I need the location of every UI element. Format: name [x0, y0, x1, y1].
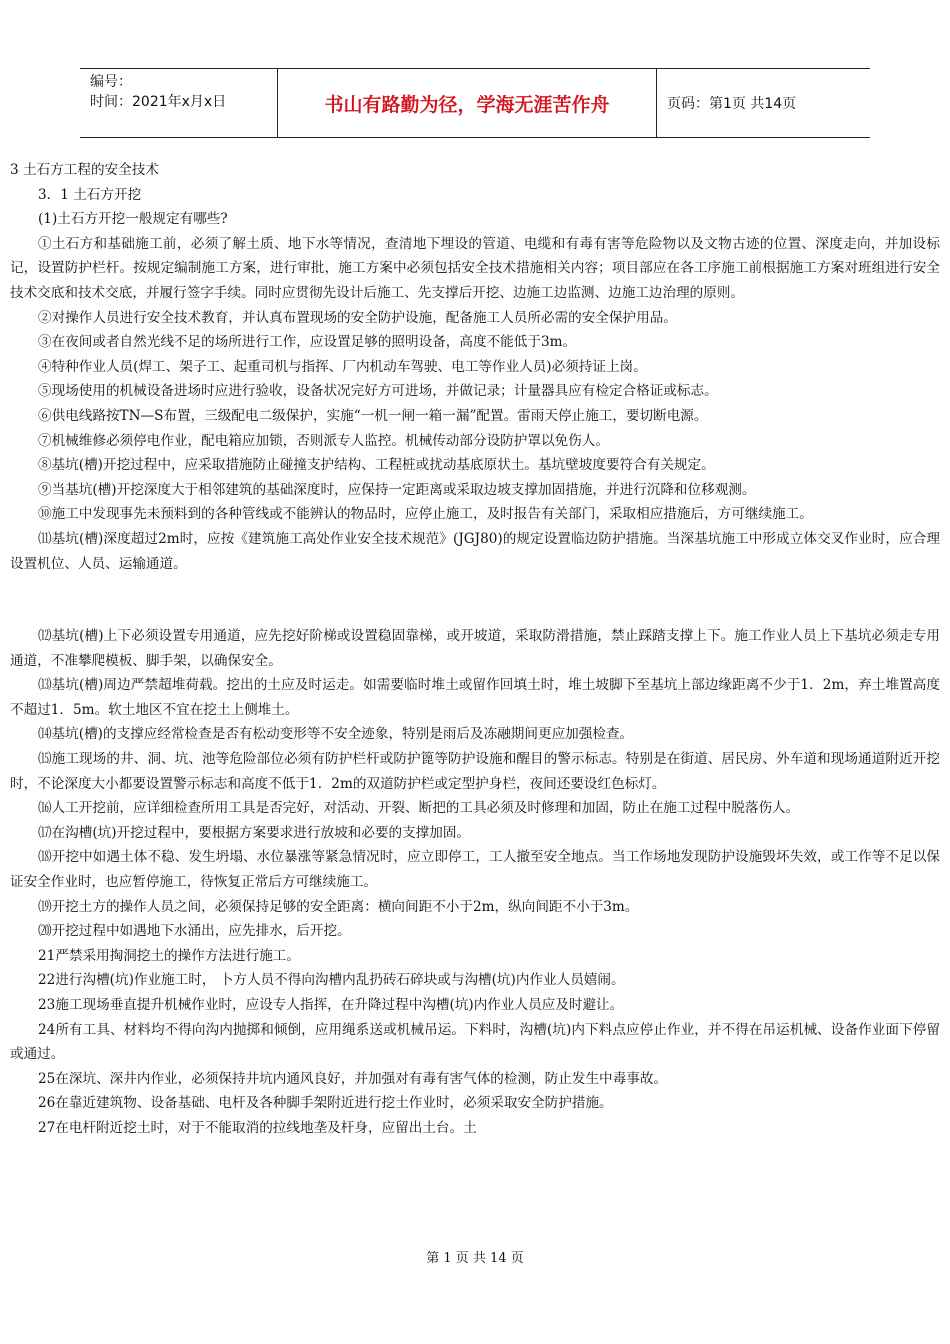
rule-paragraph: ⒆开挖土方的操作人员之间，必须保持足够的安全距离：横向间距不小于2m，纵向间距不小于3m。	[38, 898, 639, 915]
question-heading: (1)土石方开挖一般规定有哪些?	[38, 211, 228, 228]
rule-paragraph: ⒃人工开挖前，应详细检查所用工具是否完好，对活动、开裂、断把的工具必须及时修理和加固，防止在施工过程中脱落伤人。	[38, 800, 800, 817]
rule-paragraph: 26在靠近建筑物、设备基础、电杆及各种脚手架附近进行挖土作业时，必须采取安全防护措施。	[38, 1095, 613, 1112]
rule-paragraph: ⑾基坑(槽)深度超过2m时，应按《建筑施工高处作业安全技术规范》(JGJ80)的规定设置临边防护措施。当深基坑施工中形成立体交叉作业时，应合理设置机位、人员、运输通道。	[10, 530, 940, 572]
document-number-label: 编号：	[90, 74, 132, 90]
rule-paragraph: ③在夜间或者自然光线不足的场所进行工作，应设置足够的照明设备，高度不能低于3m。	[38, 334, 577, 351]
document-date-label: 时间：2021年x月x日	[90, 94, 227, 110]
chapter-title: 3 土石方工程的安全技术	[10, 162, 159, 178]
rule-paragraph: ⑦机械维修必须停电作业，配电箱应加锁，否则派专人监控。机械传动部分设防护罩以免伤人。	[38, 432, 609, 449]
rule-paragraph: ⑧基坑(槽)开挖过程中，应采取措施防止碰撞支护结构、工程桩或扰动基底原状土。基坑壁坡度要符合有关规定。	[38, 457, 715, 474]
rule-paragraph: 22进行沟槽(坑)作业施工时， 卜方人员不得向沟槽内乱扔砖石碎块或与沟槽(坑)内作业人员嬉闹。	[38, 972, 625, 989]
document-body	[10, 158, 940, 1141]
rule-paragraph: ④特种作业人员(焊工、架子工、起重司机与指挥、厂内机动车驾驶、电工等作业人员)必须持证上岗。	[38, 358, 647, 375]
rule-paragraph: 25在深坑、深井内作业，必须保持井坑内通风良好，并加强对有毒有害气体的检测，防止发生中毒事故。	[38, 1070, 668, 1087]
rule-paragraph: ⑩施工中发现事先未预料到的各种管线或不能辨认的物品时，应停止施工，及时报告有关部门，采取相应措施后，方可继续施工。	[38, 506, 813, 523]
rule-paragraph: ⑿基坑(槽)上下必须设置专用通道，应先挖好阶梯或设置稳固靠梯，或开坡道，采取防滑措施，禁止踩踏支撑上下。施工作业人员上下基坑必须走专用通道，不准攀爬模板、脚手架，以确保安全。	[10, 628, 940, 669]
header-page-label: 页码：第1页 共14页	[667, 96, 797, 112]
page-gap	[10, 576, 940, 624]
rules-list-part-1	[10, 232, 940, 576]
rule-paragraph: ⑥供电线路按TN—S布置，三级配电二级保护，实施“一机一闸一箱一漏”配置。雷雨天停止施工，要切断电源。	[38, 407, 708, 424]
rule-paragraph: 27在电杆附近挖土时，对于不能取消的拉线地垄及杆身，应留出土台。土	[38, 1119, 477, 1136]
header-motto: 书山有路勤为径，学海无涯苦作舟	[278, 69, 657, 137]
rule-paragraph: ⒅开挖中如遇土体不稳、发生坍塌、水位暴涨等紧急情况时，应立即停工，工人撤至安全地点。当工作场地发现防护设施毁坏失效，或工作等不足以保证安全作业时，也应暂停施工，待恢复正常后方可继续施工。	[10, 849, 940, 891]
rule-paragraph: ⑨当基坑(槽)开挖深度大于相邻建筑的基础深度时，应保持一定距离或采取边坡支撑加固措施，并进行沉降和位移观测。	[38, 481, 756, 498]
rule-paragraph: 23施工现场垂直提升机械作业时，应设专人指挥，在升降过程中沟槽(坑)内作业人员应及时避让。	[38, 997, 624, 1013]
rule-paragraph: 24所有工具、材料均不得向沟内抛掷和倾倒，应用绳系送或机械吊运。下料时，沟槽(坑)内下料点应停止作业，并不得在吊运机械、设备作业面下停留或通过。	[10, 1021, 940, 1063]
header-meta	[80, 69, 278, 137]
rule-paragraph: ②对操作人员进行安全技术教育，并认真布置现场的安全防护设施，配备施工人员所必需的安全保护用品。	[38, 309, 677, 326]
page-header	[80, 68, 870, 138]
rule-paragraph: ⒂施工现场的井、洞、坑、池等危险部位必须有防护栏杆或防护篦等防护设施和醒目的警示标志。特别是在街道、居民房、外车道和现场通道附近开挖时，不论深度大小都要设置警示标志和高度不低于1．2m的双道防护栏或定型护身栏，夜间还要设红色标灯。	[10, 751, 940, 792]
rule-paragraph: ⒇开挖过程中如遇地下水涌出，应先排水，后开挖。	[38, 923, 351, 940]
rule-paragraph: ①土石方和基础施工前，必须了解土质、地下水等情况，查清地下埋设的管道、电缆和有毒有害等危险物以及文物古迹的位置、深度走向，并加设标记，设置防护栏杆。按规定编制施工方案，进行审批，施工方案中必须包括安全技术措施相关内容；项目部应在各工序施工前根据施工方案对班组进行安全技术交底和技术交底，并履行签字手续。同时应贯彻先设计后施工、先支撑后开挖、边施工边监测、边施工边治理的原则。	[10, 235, 940, 301]
rule-paragraph: 21严禁采用掏洞挖土的操作方法进行施工。	[38, 947, 300, 964]
section-title: 3．1 土石方开挖	[38, 186, 142, 203]
rule-paragraph: ⒁基坑(槽)的支撑应经常检查是否有松动变形等不安全迹象，特别是雨后及冻融期间更应加强检查。	[38, 726, 634, 743]
rule-paragraph: ⒄在沟槽(坑)开挖过程中，要根据方案要求进行放坡和必要的支撑加固。	[38, 824, 471, 841]
page-footer: 第 1 页 共 14 页	[426, 1251, 524, 1266]
rules-list-part-2	[10, 624, 940, 1140]
rule-paragraph: ⑤现场使用的机械设备进场时应进行验收，设备状况完好方可进场，并做记录；计量器具应有检定合格证或标志。	[38, 383, 718, 400]
rule-paragraph: ⒀基坑(槽)周边严禁超堆荷载。挖出的土应及时运走。如需要临时堆土或留作回填土时，堆土坡脚下至基坑上部边缘距离不少于1．2m，弃土堆置高度不超过1．5m。软土地区不宜在挖土上侧堆土。	[10, 677, 940, 718]
